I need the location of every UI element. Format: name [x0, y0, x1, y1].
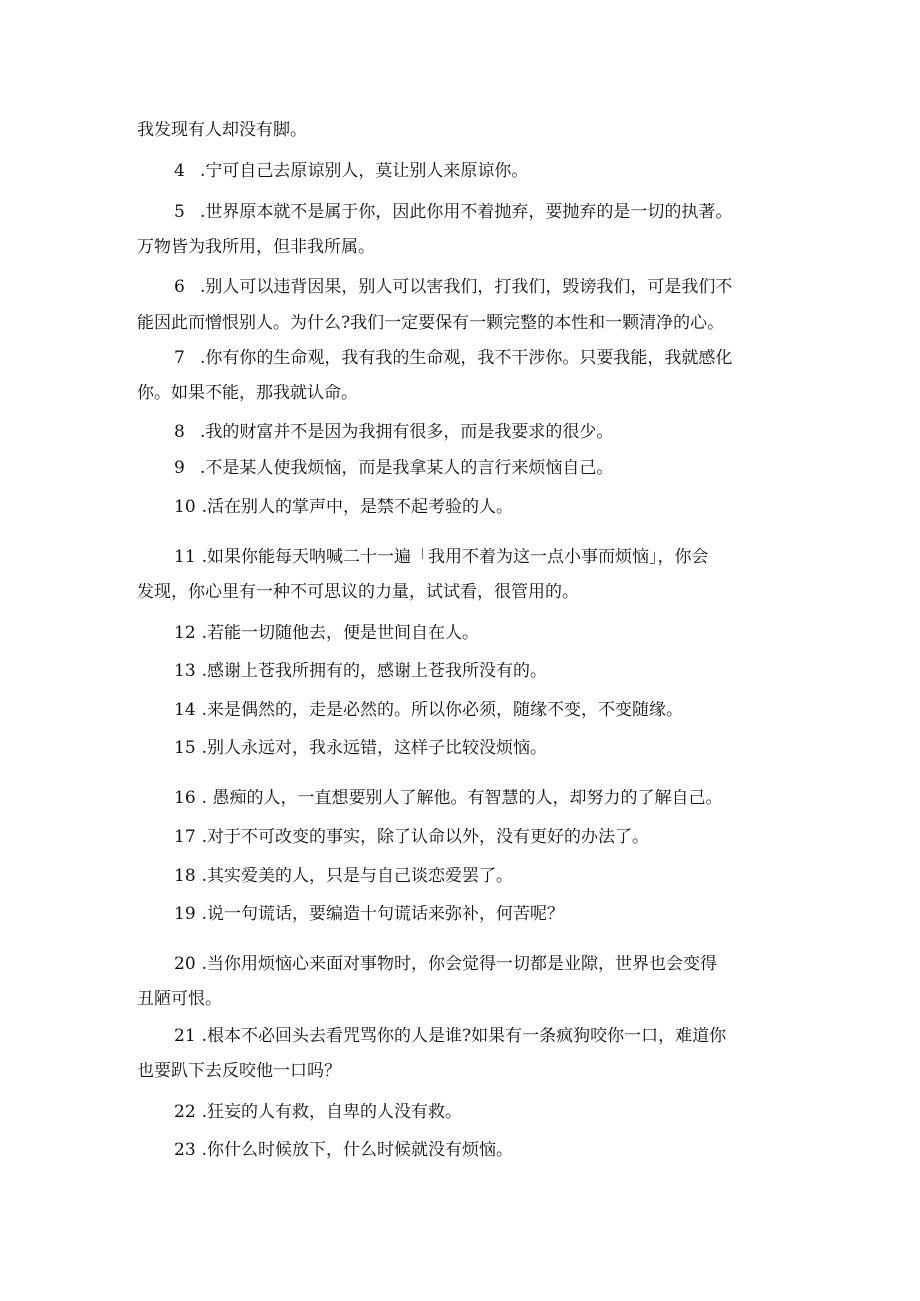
- item-text: .狂妄的人有救，自卑的人没有救。: [201, 1103, 463, 1122]
- item-text: .其实爱美的人，只是与自己谈恋爱罢了。: [201, 867, 514, 886]
- item-number: 7: [174, 349, 185, 368]
- item-number: 4: [174, 162, 185, 181]
- text-line-continuation: [137, 121, 787, 140]
- item-text: .当你用烦恼心来面对事物时，你会觉得一切都是业隙，世界也会变得: [201, 955, 718, 974]
- quote-item-5: [174, 203, 787, 222]
- quote-item-17: [174, 828, 787, 847]
- quote-item-23: [174, 1141, 787, 1160]
- text-line-continuation: [137, 384, 787, 403]
- quote-item-13: [174, 662, 787, 681]
- item-number: 11: [174, 548, 196, 567]
- item-text: .别人可以违背因果，别人可以害我们，打我们，毁谤我们，可是我们不: [200, 278, 733, 297]
- item-number: 9: [174, 459, 185, 478]
- quote-item-15: [174, 739, 787, 758]
- line-text: 万物皆为我所用，但非我所属。: [137, 238, 375, 257]
- quote-item-10: [174, 498, 787, 517]
- item-number: 14: [174, 701, 196, 720]
- line-text: 我发现有人却没有脚。: [137, 121, 307, 140]
- item-number: 8: [174, 423, 185, 442]
- item-number: 20: [174, 955, 196, 974]
- item-text: .世界原本就不是属于你，因此你用不着抛弃，要抛弃的是一切的执著。: [200, 203, 733, 222]
- text-line-continuation: [137, 990, 787, 1009]
- item-text: .对于不可改变的事实，除了认命以外，没有更好的办法了。: [201, 828, 650, 847]
- quote-item-21: [174, 1027, 787, 1046]
- item-number: 21: [174, 1027, 196, 1046]
- item-text: .根本不必回头去看咒骂你的人是谁?如果有一条疯狗咬你一口，难道你: [201, 1027, 727, 1046]
- quote-item-11: [174, 548, 787, 567]
- quote-item-4: [174, 162, 787, 181]
- item-text: .活在别人的掌声中，是禁不起考验的人。: [201, 498, 514, 517]
- item-number: 18: [174, 867, 196, 886]
- item-text: .你什么时候放下，什么时候就没有烦恼。: [201, 1141, 514, 1160]
- item-text: . 愚痴的人，一直想要别人了解他。有智慧的人，却努力的了解自己。: [201, 789, 723, 808]
- line-text: 你。如果不能，那我就认命。: [137, 384, 358, 403]
- item-number: 16: [174, 789, 196, 808]
- item-number: 17: [174, 828, 196, 847]
- item-number: 22: [174, 1103, 196, 1122]
- text-line-continuation: [137, 314, 787, 333]
- quote-item-20: [174, 955, 787, 974]
- item-text: .别人永远对，我永远错，这样子比较没烦恼。: [201, 739, 548, 758]
- item-text: .若能一切随他去，便是世间自在人。: [201, 624, 480, 643]
- item-number: 6: [174, 278, 185, 297]
- text-line-continuation: [137, 583, 787, 602]
- quote-item-8: [174, 423, 787, 442]
- item-number: 19: [174, 905, 196, 924]
- quote-item-7: [174, 349, 787, 368]
- item-number: 12: [174, 624, 196, 643]
- item-number: 5: [174, 203, 185, 222]
- quote-item-6: [174, 278, 787, 297]
- item-text: .不是某人使我烦恼，而是我拿某人的言行来烦恼自己。: [200, 459, 614, 478]
- item-text: .你有你的生命观，我有我的生命观，我不干涉你。只要我能，我就感化: [200, 349, 733, 368]
- item-text: .来是偶然的，走是必然的。所以你必须，随缘不变，不变随缘。: [201, 701, 684, 720]
- line-text: 发现，你心里有一种不可思议的力量，试试看，很管用的。: [137, 583, 579, 602]
- quote-item-16: [174, 789, 787, 808]
- quote-item-14: [174, 701, 787, 720]
- item-text: .我的财富并不是因为我拥有很多，而是我要求的很少。: [200, 423, 614, 442]
- line-text: 丑陋可恨。: [137, 990, 222, 1009]
- item-number: 23: [174, 1141, 196, 1160]
- text-line-continuation: [137, 1062, 787, 1081]
- quote-item-9: [174, 459, 787, 478]
- item-number: 10: [174, 498, 196, 517]
- item-text: .宁可自己去原谅别人，莫让别人来原谅你。: [200, 162, 529, 181]
- item-number: 13: [174, 662, 196, 681]
- item-text: .如果你能每天呐喊二十一遍「我用不着为这一点小事而烦恼」，你会: [201, 548, 709, 567]
- item-number: 15: [174, 739, 196, 758]
- item-text: .说一句谎话，要编造十句谎话来弥补，何苦呢？: [201, 905, 565, 924]
- quote-item-22: [174, 1103, 787, 1122]
- quote-item-18: [174, 867, 787, 886]
- item-text: .感谢上苍我所拥有的，感谢上苍我所没有的。: [201, 662, 548, 681]
- quote-item-12: [174, 624, 787, 643]
- line-text: 能因此而憎恨别人。为什么?我们一定要保有一颗完整的本性和一颗清净的心。: [137, 314, 725, 333]
- quote-item-19: [174, 905, 787, 924]
- text-line-continuation: [137, 238, 787, 257]
- line-text: 也要趴下去反咬他一口吗？: [137, 1062, 341, 1081]
